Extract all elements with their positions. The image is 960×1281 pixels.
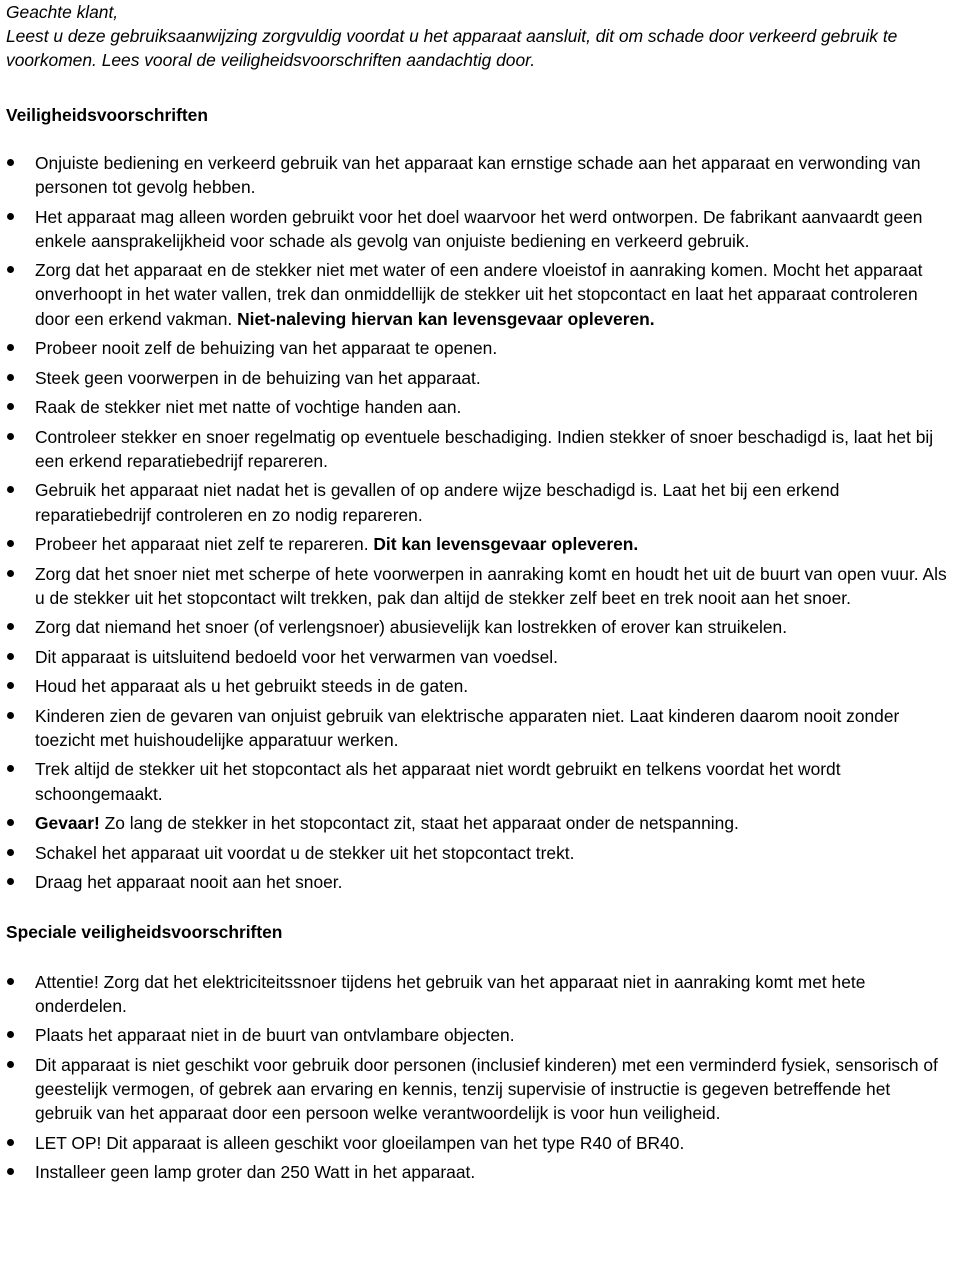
- list-item: Dit apparaat is niet geschikt voor gebruik door personen (inclusief kinderen) met een verminderd fysiek, sensorisch of geestelijk vermogen, of gebrek aan ervaring en kennis, tenzij supervisie of instructie is gegeven betreffende het gebruik van het apparaat door een persoon welke verantwoordelijk is voor hun veiligheid.: [6, 1053, 952, 1126]
- list-item: Zorg dat het snoer niet met scherpe of hete voorwerpen in aanraking komt en houdt het uit de buurt van open vuur. Als u de stekker uit het stopcontact wilt trekken, pak dan altijd de stekker zelf beet en trek nooit aan het snoer.: [6, 562, 952, 610]
- list-item: Trek altijd de stekker uit het stopcontact als het apparaat niet wordt gebruikt en telkens voordat het wordt schoongemaakt.: [6, 757, 952, 805]
- list-item: Houd het apparaat als u het gebruikt steeds in de gaten.: [6, 674, 952, 698]
- list-item: LET OP! Dit apparaat is alleen geschikt voor gloeilampen van het type R40 of BR40.: [6, 1131, 952, 1155]
- special-list: [6, 970, 952, 1185]
- list-item: Kinderen zien de gevaren van onjuist gebruik van elektrische apparaten niet. Laat kinderen daarom nooit zonder toezicht met huishoudelijke apparatuur werken.: [6, 704, 952, 752]
- list-item: Attentie! Zorg dat het elektriciteitssnoer tijdens het gebruik van het apparaat niet in aanraking komt met hete onderdelen.: [6, 970, 952, 1018]
- list-item: Het apparaat mag alleen worden gebruikt voor het doel waarvoor het werd ontworpen. De fabrikant aanvaardt geen enkele aansprakelijkheid voor schade als gevolg van onjuiste bediening en verkeerd gebruik.: [6, 205, 952, 253]
- list-item: Gebruik het apparaat niet nadat het is gevallen of op andere wijze beschadigd is. Laat het bij een erkend reparatiebedrijf controleren en zo nodig repareren.: [6, 478, 952, 526]
- list-item: Probeer nooit zelf de behuizing van het apparaat te openen.: [6, 336, 952, 360]
- greeting: Geachte klant,: [6, 2, 119, 22]
- intro-text: Leest u deze gebruiksaanwijzing zorgvuldig voordat u het apparaat aansluit, dit om schade door verkeerd gebruik te voorkomen. Lees vooral de veiligheidsvoorschriften aandachtig door.: [6, 26, 898, 71]
- danger-item: Gevaar! Zo lang de stekker in het stopcontact zit, staat het apparaat onder de netspanning.: [6, 811, 952, 835]
- intro: [6, 0, 952, 73]
- list-item: Onjuiste bediening en verkeerd gebruik van het apparaat kan ernstige schade aan het apparaat en verwonding van personen tot gevolg hebben.: [6, 151, 952, 199]
- list-item: Zorg dat niemand het snoer (of verlengsnoer) abusievelijk kan lostrekken of erover kan struikelen.: [6, 615, 952, 639]
- special-heading: Speciale veiligheidsvoorschriften: [6, 922, 283, 943]
- list-item: Probeer het apparaat niet zelf te repareren. Dit kan levensgevaar opleveren.: [6, 532, 952, 556]
- list-item: Dit apparaat is uitsluitend bedoeld voor het verwarmen van voedsel.: [6, 645, 952, 669]
- list-item: Steek geen voorwerpen in de behuizing van het apparaat.: [6, 366, 952, 390]
- danger-label: Gevaar!: [35, 813, 100, 834]
- list-item: Plaats het apparaat niet in de buurt van ontvlambare objecten.: [6, 1023, 952, 1047]
- list-item: Installeer geen lamp groter dan 250 Watt in het apparaat.: [6, 1160, 952, 1184]
- list-item: Schakel het apparaat uit voordat u de stekker uit het stopcontact trekt.: [6, 841, 952, 865]
- safety-heading: Veiligheidsvoorschriften: [6, 104, 208, 125]
- list-item: Draag het apparaat nooit aan het snoer.: [6, 870, 952, 894]
- safety-list: [6, 151, 952, 895]
- list-item: Zorg dat het apparaat en de stekker niet met water of een andere vloeistof in aanraking komen. Mocht het apparaat onverhoopt in het water vallen, trek dan onmiddellijk de stekker uit het stopcontact en laat het apparaat controleren door een erkend vakman. Niet-naleving hiervan kan levensgevaar opleveren.: [6, 258, 952, 331]
- list-item: Controleer stekker en snoer regelmatig op eventuele beschadiging. Indien stekker of snoer beschadigd is, laat het bij een erkend reparatiebedrijf repareren.: [6, 425, 952, 473]
- list-item: Raak de stekker niet met natte of vochtige handen aan.: [6, 395, 952, 419]
